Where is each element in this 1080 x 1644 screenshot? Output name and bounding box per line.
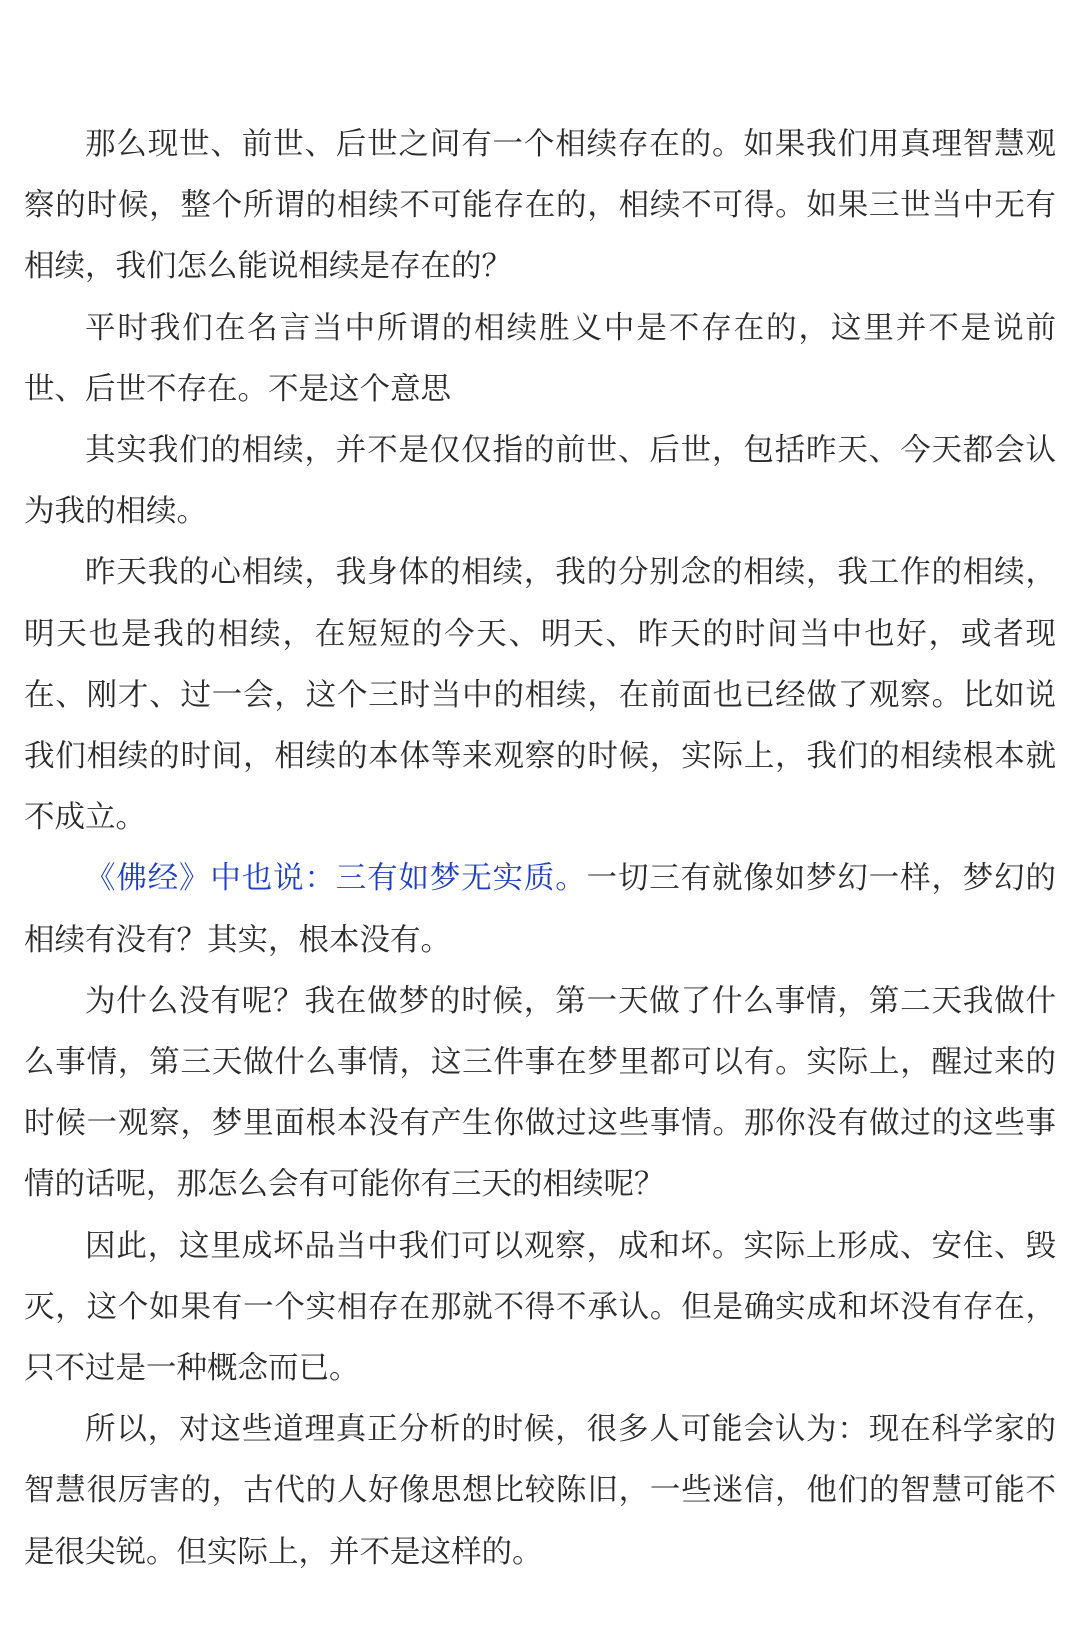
paragraph bbox=[24, 542, 1056, 848]
paragraph bbox=[24, 1399, 1056, 1583]
paragraph-text: 为什么没有呢？我在做梦的时候，第一天做了什么事情，第二天我做什么事情，第三天做什么事情，这三件事在梦里都可以有。实际上，醒过来的时候一观察，梦里面根本没有产生你做过这些事情。那你没有做过的这些事情的话呢，那怎么会有可能你有三天的相续呢？ bbox=[24, 983, 1056, 1203]
article-body bbox=[24, 114, 1056, 1583]
paragraph-text: 因此，这里成坏品当中我们可以观察，成和坏。实际上形成、安住、毁灭，这个如果有一个实相存在那就不得不承认。但是确实成和坏没有存在，只不过是一种概念而已。 bbox=[24, 1228, 1056, 1387]
paragraph bbox=[24, 114, 1056, 298]
sutra-quote: 《佛经》中也说：三有如梦无实质。 bbox=[85, 861, 587, 897]
paragraph bbox=[24, 848, 1056, 970]
paragraph-text: 昨天我的心相续，我身体的相续，我的分别念的相续，我工作的相续，明天也是我的相续，在短短的今天、明天、昨天的时间当中也好，或者现在、刚才、过一会，这个三时当中的相续，在前面也已经做了观察。比如说我们相续的时间，相续的本体等来观察的时候，实际上，我们的相续根本就不成立。 bbox=[24, 555, 1056, 836]
paragraph bbox=[24, 971, 1056, 1216]
paragraph bbox=[24, 298, 1056, 420]
paragraph-text: 平时我们在名言当中所谓的相续胜义中是不存在的，这里并不是说前世、后世不存在。不是这个意思 bbox=[24, 310, 1056, 407]
paragraph-text: 所以，对这些道理真正分析的时候，很多人可能会认为：现在科学家的智慧很厉害的，古代的人好像思想比较陈旧，一些迷信，他们的智慧可能不是很尖锐。但实际上，并不是这样的。 bbox=[24, 1412, 1056, 1570]
paragraph-text: 那么现世、前世、后世之间有一个相续存在的。如果我们用真理智慧观察的时候，整个所谓的相续不可能存在的，相续不可得。如果三世当中无有相续，我们怎么能说相续是存在的？ bbox=[24, 127, 1056, 285]
paragraph bbox=[24, 1216, 1056, 1400]
paragraph bbox=[24, 420, 1056, 542]
paragraph-text: 一切三有就像如梦幻一样，梦幻的相续有没有？其实，根本没有。 bbox=[24, 861, 1057, 958]
paragraph-text: 其实我们的相续，并不是仅仅指的前世、后世，包括昨天、今天都会认为我的相续。 bbox=[24, 433, 1056, 530]
